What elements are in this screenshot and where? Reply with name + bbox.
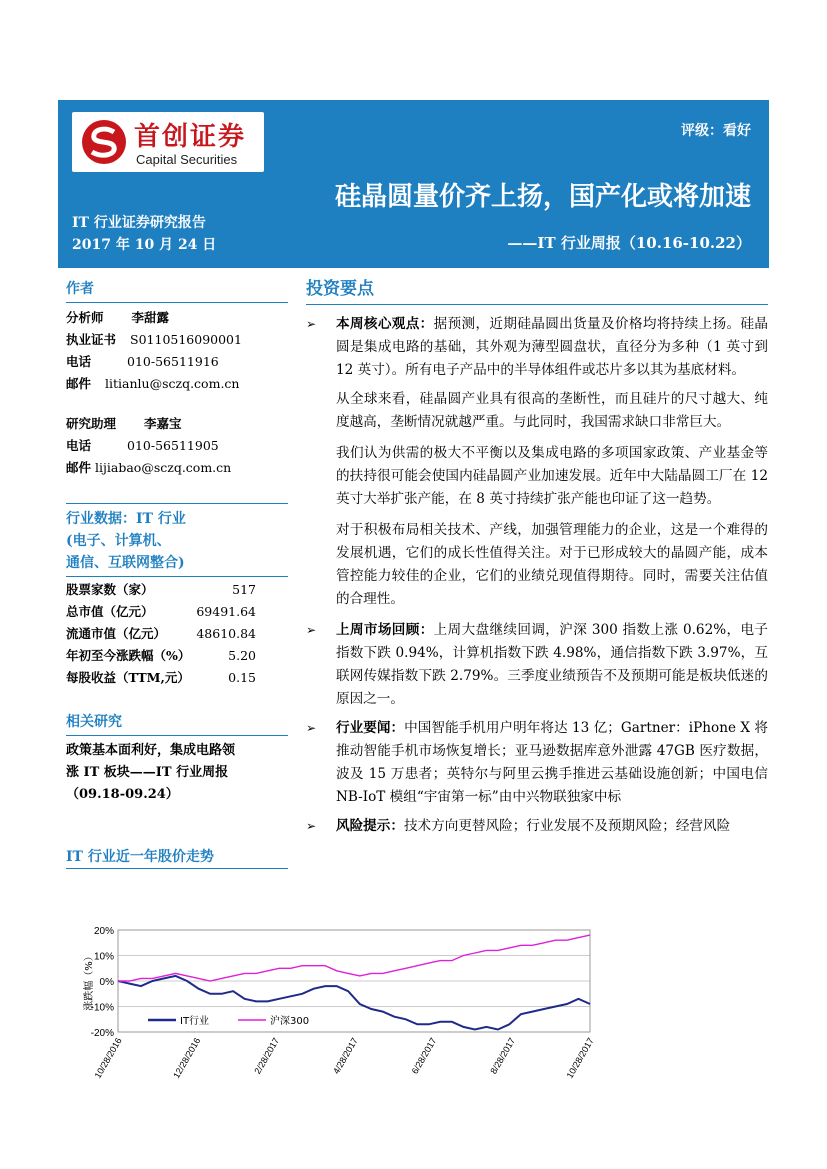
author-section-title: 作者 [66,278,288,303]
bullet-industry-news [306,717,768,809]
logo-cn-text: 首创证券 [134,122,247,152]
arrow-icon: ➢ [306,317,317,331]
email-value[interactable]: litianlu@sczq.com.cn [105,376,240,391]
stat-row [66,623,288,645]
bullet-lead: 上周市场回顾： [336,622,434,638]
phone-value: 010-56511916 [127,354,219,369]
bullet-text: 技术方向更替风险；行业发展不及预期风险；经营风险 [403,818,731,834]
industry-title-3: 通信、互联网整合) [66,552,288,577]
assistant-name: 李嘉宝 [144,416,182,431]
page-title: 硅晶圆量价齐上扬，国产化或将加速 [334,182,751,212]
stat-value: 0.15 [228,670,256,685]
legend-label: 沪深300 [270,1016,310,1027]
logo-mark-icon [80,118,128,166]
email2-value[interactable]: lijiabao@sczq.com.cn [95,460,232,475]
y-tick-label: 10% [93,951,114,963]
bullet-risk [306,815,768,838]
chart-title: IT 行业近一年股价走势 [66,846,288,869]
email2-label: 邮件 [66,460,92,475]
analyst-row [66,307,288,329]
analyst-label: 分析师 [66,310,104,325]
stat-label: 年初至今涨跌幅（%） [66,648,191,663]
legend-label: IT行业 [180,1016,210,1027]
x-tick-label: 8/28/2017 [488,1036,518,1076]
x-tick-label: 6/28/2017 [409,1036,439,1076]
report-type: IT 行业证券研究报告 [72,215,206,231]
bullet-market-review [306,619,768,711]
stat-label: 总市值（亿元） [66,604,154,619]
phone2-row [66,435,288,457]
phone2-value: 010-56511905 [127,438,219,453]
stat-label: 每股收益（TTM,元） [66,670,190,685]
stat-value: 48610.84 [196,626,256,641]
paragraph: 对于积极布局相关技术、产线，加强管理能力的企业，这是一个难得的发展机遇，它们的成长性值得关注。对于已形成较大的晶圆产能，成本管控能力较佳的企业，它们的业绩兑现值得期待。同时，需要关注估值的合理性。 [336,522,768,607]
related-report-line-1[interactable]: 政策基本面利好，集成电路领 [66,743,236,758]
arrow-icon: ➢ [306,721,317,735]
x-tick-label: 2/28/2017 [252,1036,282,1076]
stat-value: 517 [232,582,256,597]
bullet-text: 上周大盘继续回调，沪深 300 指数上涨 0.62%，电子指数下跌 0.94%，计算机指数下跌 4.98%，通信指数下跌 3.97%，互联网传媒指数下跌 2.79%。三季度业绩预告不及预期可能是板块低迷的原因之一。 [336,622,768,707]
y-tick-label: -20% [90,1028,114,1039]
highlights-title: 投资要点 [306,278,768,305]
email-row [66,373,288,395]
series-line-hs300 [118,935,590,981]
line-chart [60,912,600,1092]
industry-title-2: (电子、计算机、 [66,533,171,549]
bullet-text: 据预测，近期硅晶圆出货量及价格均将持续上扬。硅晶圆是集成电路的基础，其外观为薄型圆盘状，直径分为多种（1 英寸到 12 英寸）。所有电子产品中的半导体组件或芯片多以其为基底材料。 [336,316,769,378]
phone-label: 电话 [66,354,92,369]
x-tick-label: 12/28/2016 [171,1036,203,1081]
related-section-title: 相关研究 [66,711,288,736]
stat-label: 流通市值（亿元） [66,626,167,641]
stat-row [66,579,288,601]
email2-row [66,457,288,479]
stat-row [66,601,288,623]
stat-value: 5.20 [228,648,256,663]
logo-en-text: Capital Securities [136,152,238,167]
paragraph: 我们认为供需的极大不平衡以及集成电路的多项国家政策、产业基金等的扶持很可能会使国内硅晶圆产业加速发展。近年中大陆晶圆工厂在 12 英寸大举扩张产能，在 8 英寸持续扩张产能也印证了这一趋势。 [336,445,768,507]
x-tick-label: 4/28/2017 [331,1036,360,1076]
bullet-lead: 本周核心观点： [336,316,434,332]
stat-value: 69491.64 [196,604,256,619]
bullet-text: 中国智能手机用户明年将达 13 亿；Gartner：iPhone X 将推动智能手机市场恢复增长；亚马逊数据库意外泄露 47GB 医疗数据，波及 15 万患者；英特尔与阿里云携手推进云基础设施创新；中国电信 NB-IoT 模组“宇宙第一标”由中兴物联独家中标 [336,720,768,805]
y-tick-label: 0% [99,977,114,988]
phone2-label: 电话 [66,438,92,453]
stat-row [66,667,288,689]
y-tick-label: -10% [90,1002,114,1014]
assistant-label: 研究助理 [66,416,117,431]
paragraph: 从全球来看，硅晶圆产业具有很高的垄断性，而且硅片的尺寸越大、纯度越高，垄断情况就越严重。与此同时，我国需求缺口非常巨大。 [336,391,768,430]
stat-label: 股票家数（家） [66,582,154,597]
page-subtitle: ——IT 行业周报（10.16-10.22） [507,234,751,252]
analyst-name: 李甜露 [131,310,170,325]
stat-row [66,645,288,667]
x-tick-label: 10/28/2016 [92,1036,124,1081]
license-label: 执业证书 [66,332,117,347]
sidebar [66,278,288,806]
related-report-line-2[interactable]: 涨 IT 板块——IT 行业周报 [66,765,229,780]
related-report-line-3[interactable]: （09.18-09.24） [66,787,179,802]
company-logo [72,112,264,172]
arrow-icon: ➢ [306,819,317,833]
industry-title-1: 行业数据：IT 行业 [66,511,186,527]
arrow-icon: ➢ [306,623,317,637]
bullet-lead: 风险提示： [336,818,404,834]
y-tick-label: 20% [93,926,114,937]
license-value: S0110516090001 [130,332,242,347]
email-label: 邮件 [66,376,92,391]
report-date: 2017 年 10 月 24 日 [72,237,217,253]
bullet-lead: 行业要闻： [336,720,405,736]
y-axis-label: 涨跌幅（%） [84,951,95,1011]
report-header [58,100,769,268]
phone-row [66,351,288,373]
stock-chart [60,912,600,1092]
x-tick-label: 10/28/2017 [564,1036,596,1081]
bullet-core-view [306,313,768,382]
rating: 评级：看好 [681,123,751,139]
license-row [66,329,288,351]
assistant-row [66,413,288,435]
investment-highlights [306,278,768,844]
